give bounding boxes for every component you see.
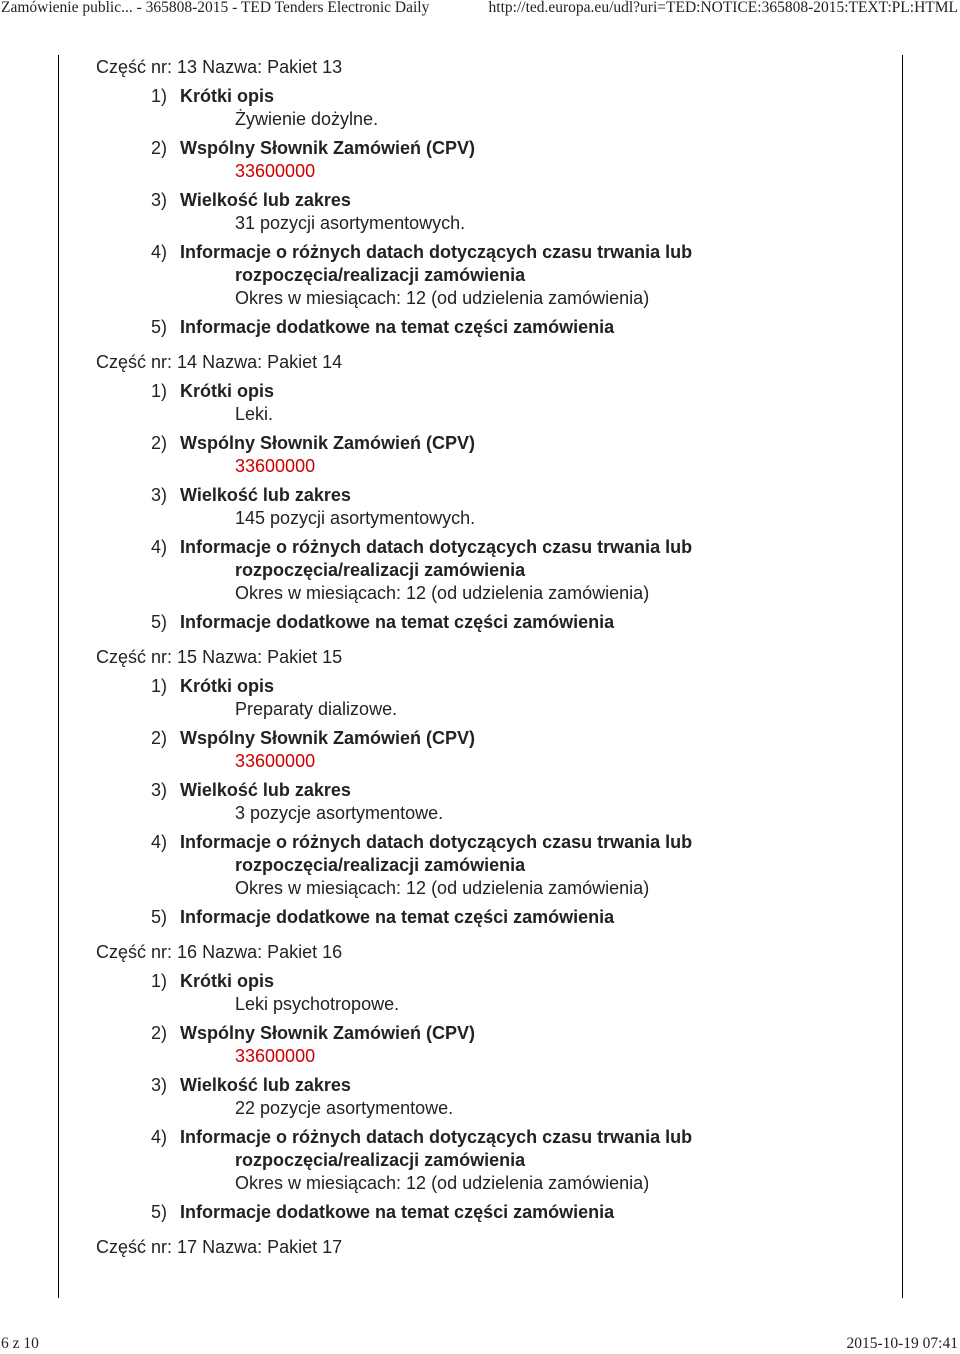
lot-section — [96, 646, 896, 929]
short-description-value: Leki. — [235, 404, 274, 424]
lot-number: 14 — [177, 352, 198, 372]
cpv-section: 2) Wspólny Słownik Zamówień (CPV) 33600000 — [151, 137, 896, 183]
print-footer — [0, 1336, 960, 1354]
scope-value: 145 pozycji asortymentowych. — [235, 508, 476, 528]
scope-section: 3) Wielkość lub zakres 22 pozycje asortymentowe. — [151, 1074, 896, 1120]
duration-value: Okres w miesiącach: 12 (od udzielenia zamówienia) — [235, 1173, 650, 1193]
scope-section: 3) Wielkość lub zakres 145 pozycji asortymentowych. — [151, 484, 896, 530]
additional-info-section: 5) Informacje dodatkowe na temat części zamówienia — [151, 907, 615, 927]
short-description: 1) Krótki opis Leki psychotropowe. — [151, 970, 896, 1016]
duration-value: Okres w miesiącach: 12 (od udzielenia zamówienia) — [235, 878, 650, 898]
duration-section: 4) Informacje o różnych datach dotyczących czasu trwania lub rozpoczęcia/realizacji zamówienia Okres w miesiącach: 12 (od udzielenia zamówienia) — [151, 831, 896, 900]
page-number: 6 z 10 — [1, 1335, 39, 1352]
page-url: http://ted.europa.eu/udl?uri=TED:NOTICE:365808-2015:TEXT:PL:HTML — [488, 0, 958, 16]
cpv-section: 2) Wspólny Słownik Zamówień (CPV) 33600000 — [151, 727, 896, 773]
lot-section — [96, 351, 896, 634]
cpv-code: 33600000 — [235, 1046, 316, 1066]
additional-info-section: 5) Informacje dodatkowe na temat części zamówienia — [151, 612, 615, 632]
scope-value: 31 pozycji asortymentowych. — [235, 213, 466, 233]
short-description-value: Leki psychotropowe. — [235, 994, 400, 1014]
scope-value: 3 pozycje asortymentowe. — [235, 803, 444, 823]
page-title: Zamówienie public... - 365808-2015 - TED Tenders Electronic Daily — [1, 0, 430, 16]
cpv-code: 33600000 — [235, 161, 316, 181]
additional-info-section: 5) Informacje dodatkowe na temat części zamówienia — [151, 1202, 615, 1222]
print-header — [0, 0, 960, 20]
lot-number: 13 — [177, 57, 198, 77]
cpv-code: 33600000 — [235, 751, 316, 771]
scope-section: 3) Wielkość lub zakres 3 pozycje asortymentowe. — [151, 779, 896, 825]
duration-section: 4) Informacje o różnych datach dotyczących czasu trwania lub rozpoczęcia/realizacji zamówienia Okres w miesiącach: 12 (od udzielenia zamówienia) — [151, 1126, 896, 1195]
print-datetime: 2015-10-19 07:41 — [846, 1335, 958, 1352]
cpv-section: 2) Wspólny Słownik Zamówień (CPV) 33600000 — [151, 432, 896, 478]
lot-name: Pakiet 15 — [267, 647, 343, 667]
lot-heading: Część nr: 15 Nazwa: Pakiet 15 — [96, 647, 343, 667]
lot-heading: Część nr: 17 Nazwa: Pakiet 17 — [96, 1237, 343, 1257]
right-border-line — [902, 55, 903, 1298]
lot-name: Pakiet 13 — [267, 57, 343, 77]
cpv-code: 33600000 — [235, 456, 316, 476]
duration-value: Okres w miesiącach: 12 (od udzielenia zamówienia) — [235, 288, 650, 308]
scope-section: 3) Wielkość lub zakres 31 pozycji asortymentowych. — [151, 189, 896, 235]
short-description-value: Żywienie dożylne. — [235, 109, 379, 129]
left-border-line — [58, 55, 59, 1298]
lot-heading: Część nr: 14 Nazwa: Pakiet 14 — [96, 352, 343, 372]
lot-name: Pakiet 16 — [267, 942, 343, 962]
duration-section: 4) Informacje o różnych datach dotyczących czasu trwania lub rozpoczęcia/realizacji zamówienia Okres w miesiącach: 12 (od udzielenia zamówienia) — [151, 241, 896, 310]
short-description: 1) Krótki opis Leki. — [151, 380, 896, 426]
notice-content — [96, 56, 896, 1259]
lot-name: Pakiet 14 — [267, 352, 343, 372]
lot-number: 16 — [177, 942, 198, 962]
scope-value: 22 pozycje asortymentowe. — [235, 1098, 454, 1118]
short-description: 1) Krótki opis Preparaty dializowe. — [151, 675, 896, 721]
short-description-value: Preparaty dializowe. — [235, 699, 398, 719]
duration-section: 4) Informacje o różnych datach dotyczących czasu trwania lub rozpoczęcia/realizacji zamówienia Okres w miesiącach: 12 (od udzielenia zamówienia) — [151, 536, 896, 605]
lot-section — [96, 1236, 896, 1259]
lot-name: Pakiet 17 — [267, 1237, 343, 1257]
duration-value: Okres w miesiącach: 12 (od udzielenia zamówienia) — [235, 583, 650, 603]
lot-heading: Część nr: 16 Nazwa: Pakiet 16 — [96, 942, 343, 962]
cpv-section: 2) Wspólny Słownik Zamówień (CPV) 33600000 — [151, 1022, 896, 1068]
lot-heading: Część nr: 13 Nazwa: Pakiet 13 — [96, 57, 343, 77]
lot-section — [96, 941, 896, 1224]
lot-number: 17 — [177, 1237, 198, 1257]
lot-section — [96, 56, 896, 339]
additional-info-section: 5) Informacje dodatkowe na temat części zamówienia — [151, 317, 615, 337]
lot-number: 15 — [177, 647, 198, 667]
short-description: 1) Krótki opis Żywienie dożylne. — [151, 85, 896, 131]
